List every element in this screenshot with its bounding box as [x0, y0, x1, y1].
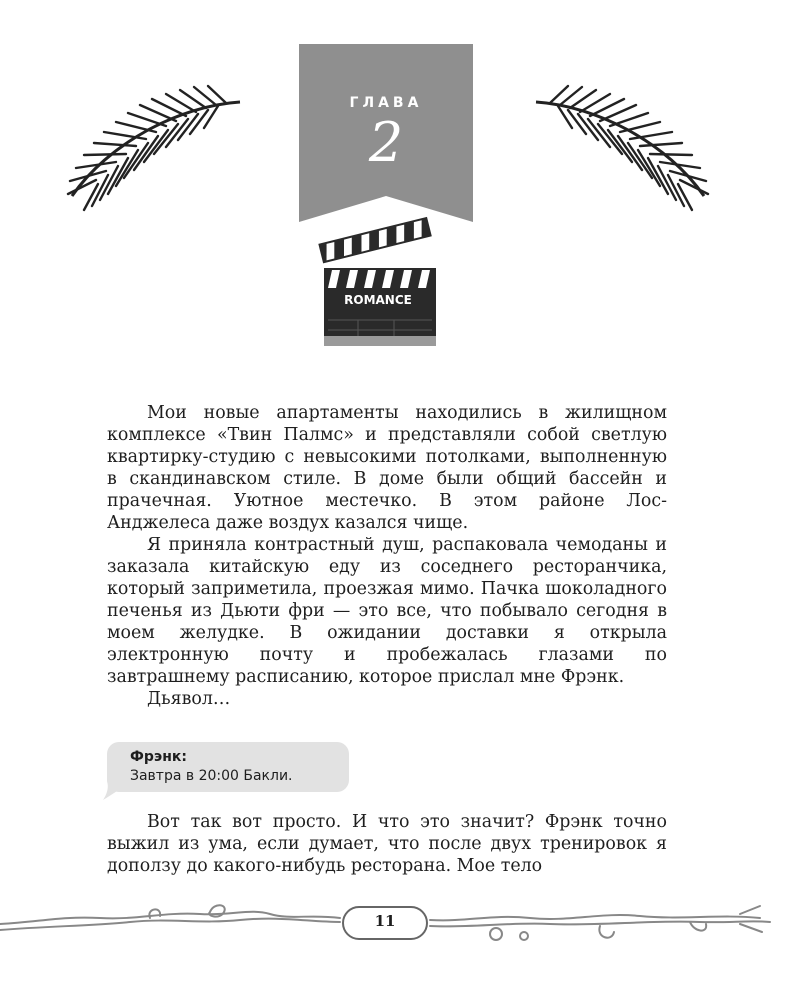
paragraph: Вот так вот просто. И что это значит? Фрэнк точно выжил из ума, если думает, что после двух тренировок я доползу до какого-нибудь ресторана. Мое тело — [107, 812, 667, 876]
paragraph: Я приняла контрастный душ, распаковала чемоданы и заказала китайскую еду из соседнего ресторанчика, который заприметила, проезжая мимо. Пачка шоколадного печенья из Дьюти фри — это все, что побывало сегодня в моем желудке. В ожидании доставки я открыла электронную почту и пробежалась глазами по завтрашнему расписанию, которое прислал мне Фрэнк. — [107, 535, 667, 687]
clapperboard-icon — [318, 210, 442, 350]
palm-leaf-left-icon — [58, 84, 248, 214]
chapter-label: ГЛАВА — [349, 95, 423, 111]
message-text: Завтра в 20:00 Бакли. — [130, 768, 293, 784]
palm-leaf-right-icon — [528, 84, 718, 214]
chapter-number: 2 — [368, 111, 404, 174]
paragraph: Мои новые апартаменты находились в жилищном комплексе «Твин Палмс» и представляли собой светлую квартирку-студию с невысокими потолками, выполненную в скандинавском стиле. В доме были общий бассейн и прачечная. Уютное местечко. В этом районе Лос-Анджелеса даже воздух казался чище. — [107, 403, 667, 533]
body-text-after — [107, 811, 667, 877]
message-sender: Фрэнк: — [130, 749, 187, 765]
bubble-tail — [101, 780, 131, 802]
clapperboard-label: ROMANCE — [344, 293, 412, 307]
chapter-banner — [299, 44, 473, 222]
body-text-before — [107, 402, 667, 710]
paragraph: Дьявол… — [147, 689, 231, 709]
page-number: 11 — [374, 912, 396, 930]
